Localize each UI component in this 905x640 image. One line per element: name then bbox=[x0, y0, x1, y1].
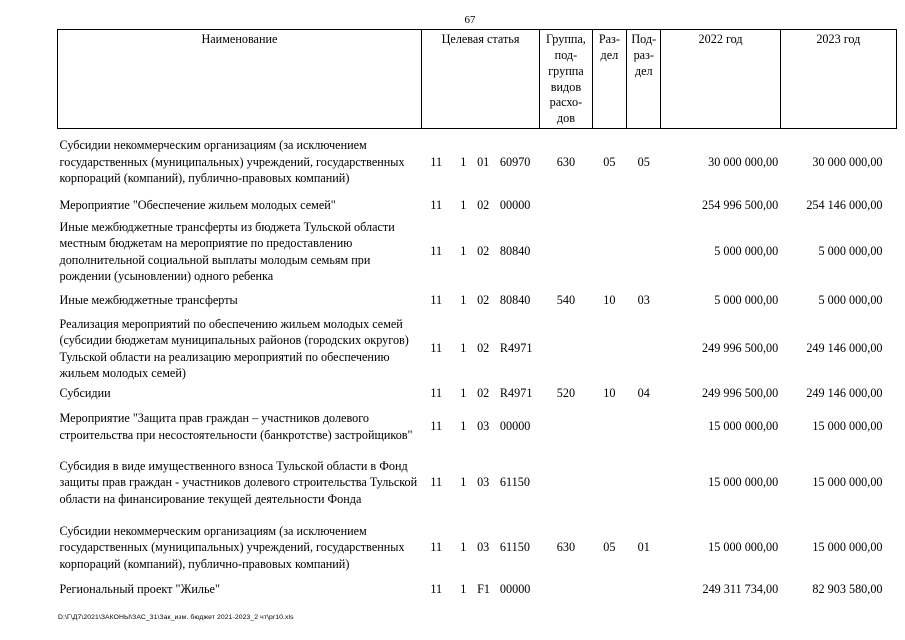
row-expense-group bbox=[540, 449, 593, 517]
row-section bbox=[592, 405, 626, 449]
row-amount-2022: 15 000 000,00 bbox=[708, 475, 779, 490]
target-event: 02 bbox=[477, 198, 490, 213]
row-amount-2023: 5 000 000,00 bbox=[818, 293, 883, 308]
table-row bbox=[58, 287, 897, 315]
row-target-article bbox=[421, 579, 539, 601]
row-subsection bbox=[627, 195, 661, 217]
header-line: видов bbox=[550, 79, 582, 94]
row-amount-2022: 5 000 000,00 bbox=[714, 244, 779, 259]
target-subprogram: 1 bbox=[460, 419, 467, 434]
row-target-article bbox=[421, 449, 539, 517]
target-event: 01 bbox=[477, 154, 490, 169]
row-subsection bbox=[627, 405, 661, 449]
target-direction: 61150 bbox=[499, 475, 530, 490]
target-subprogram: 1 bbox=[460, 244, 467, 259]
header-line: группа bbox=[548, 63, 584, 78]
row-amount-2023: 249 146 000,00 bbox=[806, 386, 883, 401]
target-subprogram: 1 bbox=[460, 475, 467, 490]
row-expense-group: 630 bbox=[556, 540, 576, 555]
row-target-article bbox=[421, 405, 539, 449]
row-amount-2023: 30 000 000,00 bbox=[812, 154, 883, 169]
row-name: Иные межбюджетные трансферты из бюджета Тульской области местным бюджетам на мероприятие по предоставлению дополнительной социальной выплаты молодым семьям при рождении (усыновлении) одного ребенка bbox=[59, 219, 395, 283]
row-target-article bbox=[421, 383, 539, 405]
table-row bbox=[58, 195, 897, 217]
row-section bbox=[592, 217, 626, 287]
row-section bbox=[592, 579, 626, 601]
row-amount-2022: 249 996 500,00 bbox=[702, 341, 779, 356]
target-subprogram: 1 bbox=[460, 540, 467, 555]
row-expense-group bbox=[540, 315, 593, 383]
row-expense-group: 540 bbox=[556, 293, 576, 308]
target-direction: 61150 bbox=[499, 540, 530, 555]
row-expense-group: 630 bbox=[556, 154, 576, 169]
row-section: 10 bbox=[603, 293, 616, 308]
table-row bbox=[58, 405, 897, 449]
row-amount-2023: 82 903 580,00 bbox=[812, 582, 883, 597]
table-row bbox=[58, 315, 897, 383]
table-row bbox=[58, 579, 897, 601]
row-target-article bbox=[421, 517, 539, 579]
target-subprogram: 1 bbox=[460, 293, 467, 308]
row-subsection bbox=[627, 449, 661, 517]
row-section bbox=[592, 449, 626, 517]
row-amount-2023: 254 146 000,00 bbox=[806, 198, 883, 213]
row-subsection: 05 bbox=[637, 154, 650, 169]
table-row bbox=[58, 517, 897, 579]
row-amount-2022: 249 996 500,00 bbox=[702, 386, 779, 401]
target-direction: 00000 bbox=[499, 198, 531, 213]
table-row bbox=[58, 217, 897, 287]
row-subsection: 01 bbox=[637, 540, 650, 555]
target-direction: R4971 bbox=[499, 386, 533, 401]
row-name: Субсидии некоммерческим организациям (за исключением государственных (муниципальных) учреждений, государственных корпораций (компаний), публично-правовых компаний) bbox=[59, 523, 405, 571]
row-amount-2022: 249 311 734,00 bbox=[702, 582, 779, 597]
row-section bbox=[592, 315, 626, 383]
row-section: 05 bbox=[603, 540, 616, 555]
row-amount-2023: 15 000 000,00 bbox=[812, 475, 883, 490]
target-program: 11 bbox=[430, 154, 443, 169]
header-line: Группа, bbox=[546, 32, 586, 46]
row-expense-group bbox=[540, 195, 593, 217]
row-name: Реализация мероприятий по обеспечению жильем молодых семей (субсидии бюджетам муниципальных районов (городских округов) Тульской области на реализацию мероприятий по обеспечению жильем молодых семей) bbox=[59, 316, 409, 380]
row-section: 05 bbox=[603, 154, 616, 169]
row-expense-group bbox=[540, 217, 593, 287]
header-line: Под- bbox=[631, 32, 657, 46]
row-name: Мероприятие "Обеспечение жильем молодых семей" bbox=[59, 198, 336, 213]
budget-table bbox=[57, 29, 897, 601]
target-event: 03 bbox=[477, 419, 490, 434]
target-event: 02 bbox=[477, 341, 490, 356]
target-direction: 00000 bbox=[499, 582, 531, 597]
target-program: 11 bbox=[430, 293, 443, 308]
target-program: 11 bbox=[430, 419, 443, 434]
row-expense-group bbox=[540, 405, 593, 449]
target-direction: 80840 bbox=[499, 293, 531, 308]
row-amount-2022: 15 000 000,00 bbox=[708, 540, 779, 555]
row-target-article bbox=[421, 315, 539, 383]
row-expense-group: 520 bbox=[556, 386, 576, 401]
row-amount-2023: 15 000 000,00 bbox=[812, 540, 883, 555]
row-amount-2022: 30 000 000,00 bbox=[708, 154, 779, 169]
row-target-article bbox=[421, 217, 539, 287]
row-amount-2023: 5 000 000,00 bbox=[818, 244, 883, 259]
row-amount-2022: 254 996 500,00 bbox=[702, 198, 779, 213]
row-target-article bbox=[421, 195, 539, 217]
target-subprogram: 1 bbox=[460, 198, 467, 213]
row-section bbox=[592, 195, 626, 217]
row-name: Региональный проект "Жилье" bbox=[59, 582, 220, 597]
row-section: 10 bbox=[603, 386, 616, 401]
row-name: Субсидии bbox=[59, 386, 111, 401]
table-row bbox=[58, 449, 897, 517]
header-line: Раз- bbox=[598, 32, 620, 46]
target-direction: 80840 bbox=[499, 244, 531, 259]
target-program: 11 bbox=[430, 582, 443, 597]
table-header-row bbox=[58, 30, 897, 129]
target-subprogram: 1 bbox=[460, 154, 467, 169]
table-body bbox=[58, 129, 897, 601]
table-row bbox=[58, 129, 897, 195]
row-subsection: 03 bbox=[637, 293, 650, 308]
row-name: Мероприятие "Защита прав граждан – участников долевого строительства при несостоятельности (банкротстве) застройщиков" bbox=[59, 411, 413, 442]
table-row bbox=[58, 383, 897, 405]
row-name: Субсидия в виде имущественного взноса Тульской области в Фонд защиты прав граждан - участников долевого строительства Тульской области на финансирование текущей деятельности Фонда bbox=[59, 458, 418, 506]
row-amount-2023: 15 000 000,00 bbox=[812, 419, 883, 434]
target-program: 11 bbox=[430, 386, 443, 401]
target-event: 02 bbox=[477, 386, 490, 401]
target-event: F1 bbox=[477, 582, 490, 597]
target-direction: R4971 bbox=[499, 341, 533, 356]
row-target-article bbox=[421, 287, 539, 315]
row-amount-2023: 249 146 000,00 bbox=[806, 341, 883, 356]
target-subprogram: 1 bbox=[460, 386, 467, 401]
row-expense-group bbox=[540, 579, 593, 601]
header-line: под- bbox=[554, 47, 578, 62]
target-event: 02 bbox=[477, 244, 490, 259]
target-event: 03 bbox=[477, 475, 490, 490]
header-line: дел bbox=[634, 63, 653, 78]
row-subsection bbox=[627, 217, 661, 287]
header-line: расхо- bbox=[549, 95, 583, 110]
row-name: Субсидии некоммерческим организациям (за исключением государственных (муниципальных) учреждений, государственных корпораций (компаний), публично-правовых компаний) bbox=[59, 138, 405, 185]
header-name: Наименование bbox=[58, 30, 422, 129]
row-amount-2022: 5 000 000,00 bbox=[714, 293, 779, 308]
row-name: Иные межбюджетные трансферты bbox=[59, 293, 238, 308]
header-year-2022: 2022 год bbox=[661, 30, 780, 129]
target-program: 11 bbox=[430, 475, 443, 490]
page-number: 67 bbox=[464, 14, 476, 26]
target-program: 11 bbox=[430, 198, 443, 213]
target-subprogram: 1 bbox=[460, 341, 467, 356]
row-subsection bbox=[627, 315, 661, 383]
row-subsection: 04 bbox=[637, 386, 650, 401]
target-direction: 60970 bbox=[499, 154, 531, 169]
header-section bbox=[592, 30, 626, 129]
row-amount-2022: 15 000 000,00 bbox=[708, 419, 779, 434]
target-subprogram: 1 bbox=[460, 582, 467, 597]
target-program: 11 bbox=[430, 244, 443, 259]
header-year-2023: 2023 год bbox=[780, 30, 896, 129]
row-target-article bbox=[421, 129, 539, 195]
row-subsection bbox=[627, 579, 661, 601]
target-program: 11 bbox=[430, 341, 443, 356]
footer-file-path: D:\Г\Д7\2021\ЗАКОНЫ\ЗАС_31\Зак_изм. бюджет 2021-2023_2 чт\pr10.xls bbox=[58, 614, 294, 621]
header-subsection bbox=[627, 30, 661, 129]
header-target-article: Целевая статья bbox=[421, 30, 539, 129]
header-line: дов bbox=[556, 111, 575, 126]
target-program: 11 bbox=[430, 540, 443, 555]
header-line: дел bbox=[600, 47, 619, 62]
target-event: 03 bbox=[477, 540, 490, 555]
header-expense-group bbox=[540, 30, 593, 129]
target-direction: 00000 bbox=[499, 419, 531, 434]
target-event: 02 bbox=[477, 293, 490, 308]
header-line: раз- bbox=[633, 47, 654, 62]
